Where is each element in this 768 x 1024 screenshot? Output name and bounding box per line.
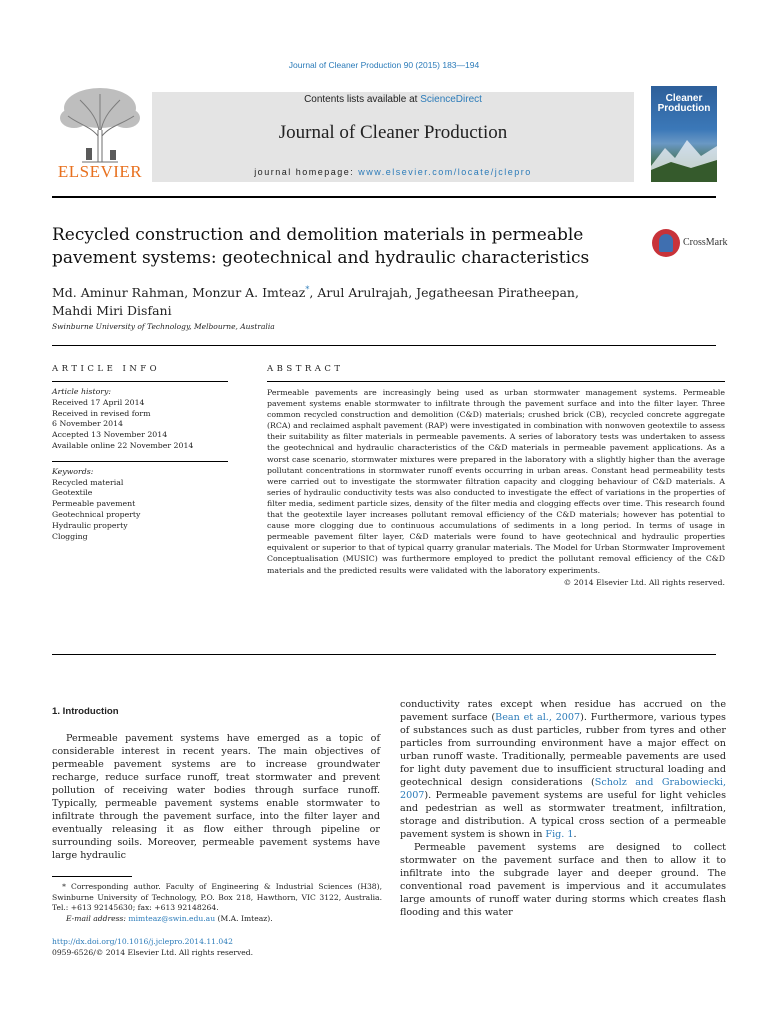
author-list xyxy=(52,281,652,320)
history-label: Article history: xyxy=(52,387,112,396)
citation-link[interactable]: Bean et al., 2007 xyxy=(495,712,581,723)
journal-cover-image[interactable] xyxy=(651,86,717,182)
abstract-copyright: © 2014 Elsevier Ltd. All rights reserved. xyxy=(563,577,725,587)
footnote-text: Corresponding author. Faculty of Engineering & Industrial Sciences (H38), Swinburne University of Technology, P.O. Box 218, Hawthorn, VIC 3122, Australia. Tel.: +613 92145630; fax: +613 92148264. xyxy=(52,882,382,912)
history-item: Accepted 13 November 2014 xyxy=(52,430,168,440)
cover-title-line2: Production xyxy=(657,103,711,114)
figure-link[interactable]: Fig. 1 xyxy=(545,829,574,840)
keyword-item: Geotechnical property xyxy=(52,509,141,519)
abstract-divider xyxy=(52,654,716,655)
article-title-line2: pavement systems: geotechnical and hydraulic characteristics xyxy=(52,248,590,268)
journal-citation[interactable]: Journal of Cleaner Production 90 (2015) 183—194 xyxy=(288,60,480,70)
elsevier-tree-icon xyxy=(52,86,148,164)
cover-title-line1: Cleaner xyxy=(665,93,703,104)
crossmark-label: CrossMark xyxy=(683,237,728,248)
corresponding-author-link[interactable]: * xyxy=(305,285,310,294)
journal-homepage: journal homepage: www.elsevier.com/locate/jclepro xyxy=(254,167,532,177)
crossmark-button[interactable] xyxy=(652,229,742,259)
history-item: 6 November 2014 xyxy=(52,419,124,429)
article-info-section xyxy=(52,364,228,542)
body-column-left xyxy=(52,705,380,862)
article-info-heading: ARTICLE INFO xyxy=(52,364,161,374)
doi-block xyxy=(52,937,382,958)
keyword-item: Clogging xyxy=(52,531,88,541)
footnote-star: * xyxy=(62,882,66,891)
keywords-label: Keywords: xyxy=(52,466,94,476)
history-item: Available online 22 November 2014 xyxy=(52,440,194,450)
cover-title xyxy=(651,94,717,114)
abstract-heading: ABSTRACT xyxy=(267,364,344,374)
history-item: Received in revised form xyxy=(52,408,151,418)
contents-line: Contents lists available at ScienceDirect xyxy=(304,94,482,105)
keyword-item: Hydraulic property xyxy=(52,520,128,530)
section-heading-introduction: 1. Introduction xyxy=(52,706,119,717)
footnote-divider xyxy=(52,876,132,877)
article-title xyxy=(52,224,612,270)
email-link[interactable]: mimteaz@swin.edu.au xyxy=(128,913,216,923)
abstract-text: Permeable pavements are increasingly being used as urban stormwater management systems. Permeable pavement systems enable stormwater to infiltrate through the pavement surface and into the filter layer. Three common recycled construction and demolition (C&D) materials; crushed brick (CB), recycled concrete aggregate (RCA) and reclaimed asphalt pavement (RAP) were investigated in combination with nonwoven geotextile to assess their suitability as filter materials in permeable pavements. A series of laboratory tests was undertaken to assess the geotechnical and hydraulic characteristics of the C&D materials in permeable pavement applications. As a worst case scenario, stormwater mixtures were prepared in the laboratory with a slightly higher than the average pollutant concentrations in stormwater runoff events occurring in urban areas. Constant head permeability tests were carried out to investigate the stormwater filtration capacity and clogging behaviour of C&D materials. A series of hydraulic conductivity tests was also conducted to investigate the effect of variations in the properties of filter media, sediment particle sizes, density of the filter media and clogging effects over time. This research found that the geotextile layer increases pollutant removal efficiency of the C&D materials; however has potential to cause more clogging due to continuous accumulations of sediments in a long period. In terms of usage in permeable pavement filter layer, C&D materials were found to have geotechnical and hydraulic properties equivalent or superior to that of typical quarry granular materials. The Model for Urban Stormwater Improvement Conceptualisation (MUSIC) was furthermore employed to predict the pollutant removal efficiency of the C&D materials and the predicted results were validated with the laboratory experiments. xyxy=(267,388,725,575)
authors-line1-start: Md. Aminur Rahman, Monzur A. Imteaz xyxy=(52,285,306,301)
email-label: E-mail address: xyxy=(66,913,129,923)
article-title-line1: Recycled construction and demolition materials in permeable xyxy=(52,225,584,245)
doi-link[interactable]: http://dx.doi.org/10.1016/j.jclepro.2014.11.042 xyxy=(52,937,233,946)
affiliation: Swinburne University of Technology, Melbourne, Australia xyxy=(52,322,275,331)
elsevier-wordmark: ELSEVIER xyxy=(57,162,143,181)
body-paragraph: Permeable pavement systems are designed to collect stormwater on the pavement surface and then to allow it to infiltrate into the subgrade layer and deeper ground. The conventional road pavement is impervious and it accumulates large amounts of runoff water during storms which creates flash flooding and this water xyxy=(400,842,726,918)
history-item: Received 17 April 2014 xyxy=(52,397,145,407)
authors-line2: Mahdi Miri Disfani xyxy=(52,303,172,319)
authors-line1-end: , Arul Arulrajah, Jegatheesan Piratheepan, xyxy=(309,285,579,301)
email-suffix: (M.A. Imteaz). xyxy=(215,913,273,923)
keyword-item: Permeable pavement xyxy=(52,499,136,509)
elsevier-logo[interactable] xyxy=(52,86,148,182)
body-paragraph: Permeable pavement systems have emerged as a topic of considerable interest in recent years. The main objectives of permeable pavement systems are to increase groundwater recharge, reduce surface runoff, treat stormwater and prevent pollution of receiving water bodies through surface runoff. Typically, permeable pavement systems enable stormwater to infiltrate through the pavement surface, into the filter layer and eventually releasing it as flow either through pipeline or surrounding soils. Moreover, permeable pavement systems have large hydraulic xyxy=(52,733,380,861)
journal-banner xyxy=(152,92,634,182)
journal-title: Journal of Cleaner Production xyxy=(278,122,508,143)
body-paragraph: conductivity rates except when residue has accrued on the pavement surface (Bean et al., 2007). Furthermore, various types of substances such as dust particles, rubber from tyres and other particles from surrounding environment have a major effect on urban runoff waste. Traditionally, permeable pavements are used for light duty pavement due to insufficient structural loading and geotechnical design considerations (Scholz and Grabowiecki, 2007). Permeable pavement systems are useful for light vehicles and pedestrian as well as stormwater treatment, infiltration, storage and distribution. A typical cross section of a permeable pavement system is shown in Fig. 1. xyxy=(400,699,727,840)
crossmark-icon xyxy=(652,229,680,257)
abstract-section xyxy=(267,364,725,588)
keyword-item: Geotextile xyxy=(52,488,93,498)
citation-link[interactable]: Scholz and Grabowiecki, 2007 xyxy=(400,777,727,801)
corresponding-author-footnote xyxy=(52,882,382,924)
homepage-link[interactable]: www.elsevier.com/locate/jclepro xyxy=(358,167,532,177)
mountain-icon xyxy=(651,136,717,182)
body-column-right xyxy=(400,698,726,919)
title-divider xyxy=(52,345,716,346)
header-divider xyxy=(52,196,716,198)
keyword-item: Recycled material xyxy=(52,477,124,487)
sciencedirect-link[interactable]: ScienceDirect xyxy=(420,94,482,105)
issn-line: 0959-6526/© 2014 Elsevier Ltd. All rights reserved. xyxy=(52,947,254,957)
